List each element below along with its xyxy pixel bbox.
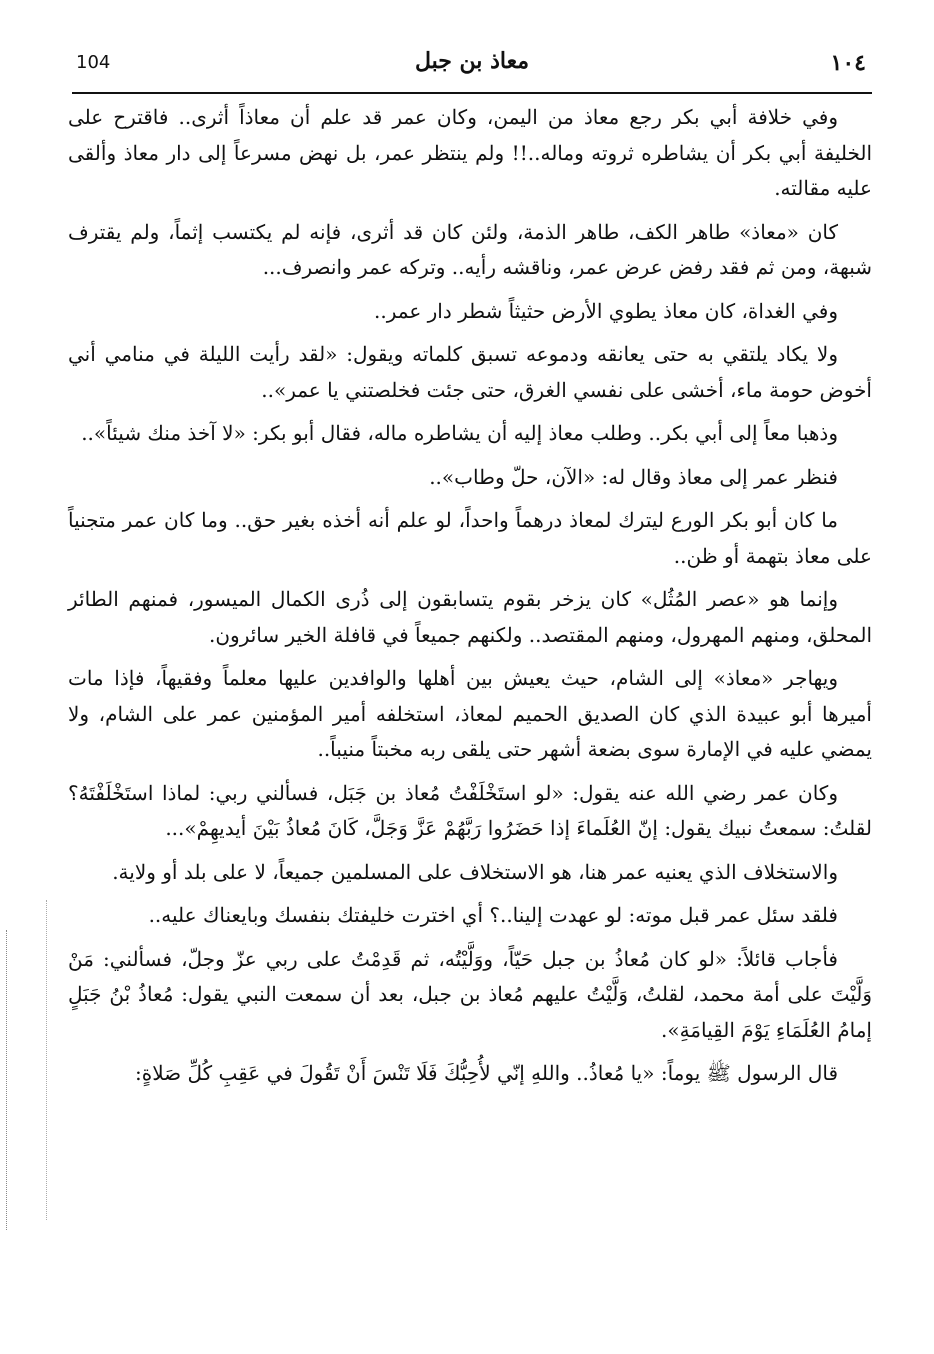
paragraph: ويهاجر «معاذ» إلى الشام، حيث يعيش بين أهلها والوافدين عليها معلماً وفقيهاً، فإذا مات أميرها أبو عبيدة الذي كان الصديق الحميم لمعاذ، استخلفه أمير المؤمنين عمر على الشام، ولا يمضي عليه في الإمارة سوى بضعة أشهر حتى يلقى ربه مخبتاً منيباً.. xyxy=(68,666,872,761)
page-header xyxy=(72,40,872,92)
paragraph: وفي خلافة أبي بكر رجع معاذ من اليمن، وكان عمر قد علم أن معاذاً أثرى.. فاقترح على الخليفة أبي بكر أن يشاطره ثروته وماله..!! ولم ينتظر عمر، بل نهض مسرعاً إلى دار معاذ وألقى عليه مقالته. xyxy=(68,105,872,200)
paragraph: كان «معاذ» طاهر الكف، طاهر الذمة، ولئن كان قد أثرى، فإنه لم يكتسب إثماً، ولم يقترف شبهة، ومن ثم فقد رفض عرض عمر، وناقشه رأيه.. وتركه عمر وانصرف... xyxy=(68,219,872,279)
paragraph: فلقد سئل عمر قبل موته: لو عهدت إلينا..؟ أي اخترت خليفتك بنفسك وبايعناك عليه.. xyxy=(148,903,838,927)
paragraph: فنظر عمر إلى معاذ وقال له: «الآن، حلّ وطاب».. xyxy=(429,464,838,489)
paragraph: قال الرسول ﷺ يوماً: «يا مُعاذُ.. واللهِ إنّي لأُحِبُّكَ فَلَا تَنْسَ أَنْ تَقُولَ في عَقِبِ كُلِّ صَلاةٍ: xyxy=(135,1061,838,1085)
header-rule xyxy=(72,92,872,94)
running-title: معاذ بن جبل xyxy=(415,48,529,74)
paragraph: فأجاب قائلاً: «لو كان مُعاذُ بن جبل حَيّاً، ووَلَّيْتُه، ثم قَدِمْتُ على ربي عزّ وجلّ، فسألني: مَنْ وَلَّيْتَ على أمة محمد، لقلتُ، وَلَّيْتُ عليهم مُعاذ بن جبل، بعد أن سمعت النبي يقول: مُعاذُ بْنُ جَبَلٍ إمامُ العُلَمَاءِ يَوْمَ القِيامَةِ». xyxy=(68,946,872,1042)
paragraph: ما كان أبو بكر الورع ليترك لمعاذ درهماً واحداً، لو علم أنه أخذه بغير حق.. وما كان عمر متجنياً على معاذ بتهمة أو ظن.. xyxy=(68,508,872,568)
paragraph: وفي الغداة، كان معاذ يطوي الأرض حثيثاً شطر دار عمر.. xyxy=(374,298,838,323)
paragraph: والاستخلاف الذي يعنيه عمر هنا، هو الاستخلاف على المسلمين جميعاً، لا على بلد أو ولاية. xyxy=(112,859,838,884)
paragraph: وكان عمر رضي الله عنه يقول: «لو استَخْلَفْتُ مُعاذ بن جَبَل، فسألني ربي: لماذا استَخْلَفْتَهُ؟ لقلتُ: سمعتُ نبيك يقول: إنّ العُلَماءَ إذا حَضَرُوا رَبَّهُمْ عَزَّ وَجَلَّ، كَانَ مُعاذُ بَيْنَ أيديهِمْ»... xyxy=(68,780,872,840)
paragraph: ولا يكاد يلتقي به حتى يعانقه ودموعه تسبق كلماته ويقول: «لقد رأيت الليلة في منامي أني أخوض حومة ماء، أخشى على نفسي الغرق، حتى جئت فخلصتني يا عمر».. xyxy=(68,342,872,402)
page-number-latin: 104 xyxy=(76,52,111,73)
scan-margin-line xyxy=(6,930,7,1230)
paragraph: وإنما هو «عصر المُثُل» كان يزخر بقوم يتسابقون إلى ذُرى الكمال الميسور، فمنهم الطائر المحلق، ومنهم المهرول، ومنهم المقتصد.. ولكنهم جميعاً في قافلة الخير سائرون. xyxy=(68,587,872,647)
scan-margin-line xyxy=(46,900,47,1220)
body-text xyxy=(68,100,872,1100)
paragraph: وذهبا معاً إلى أبي بكر.. وطلب معاذ إليه أن يشاطره ماله، فقال أبو بكر: «لا آخذ منك شيئاً».. xyxy=(81,421,838,445)
page-number-arabic: ١٠٤ xyxy=(830,50,866,76)
